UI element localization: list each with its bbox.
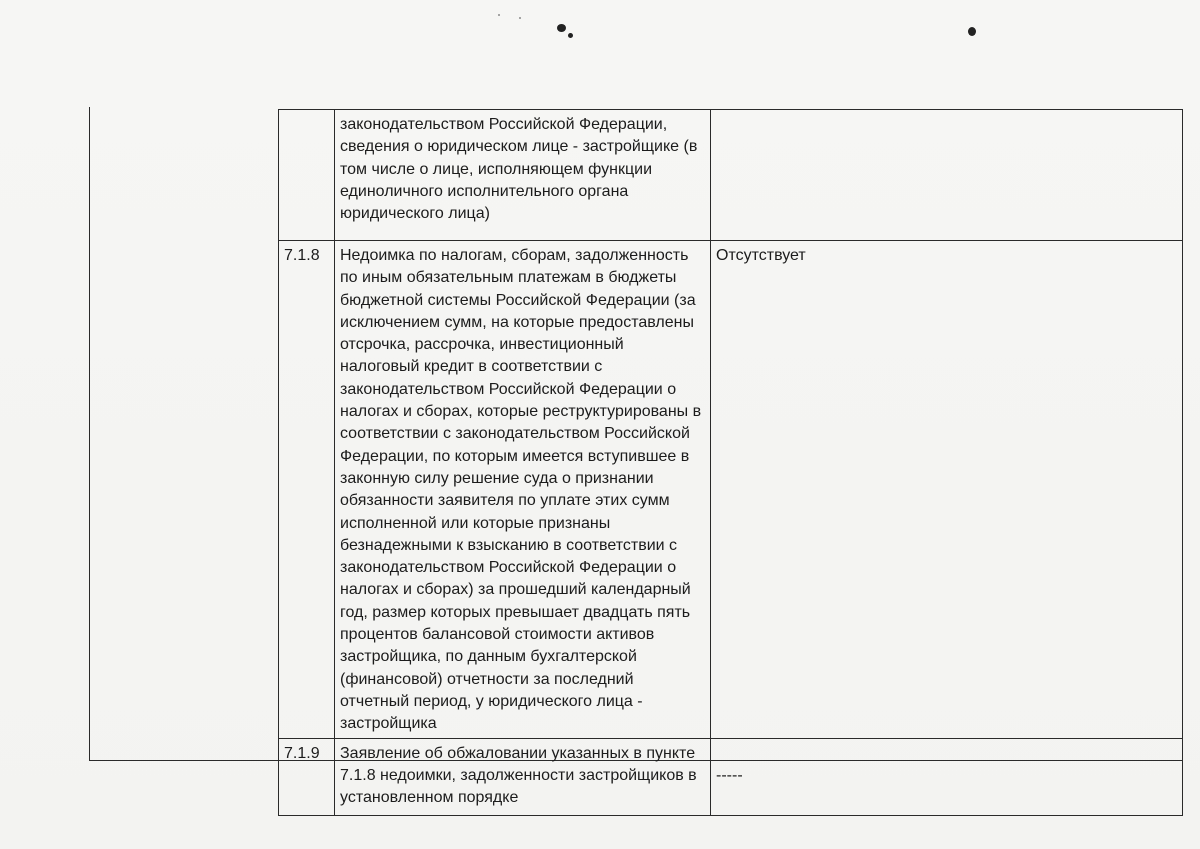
row-value: Отсутствует [711,241,1183,739]
table-row [279,738,1183,815]
row-value-cell [711,738,1183,815]
table-row [279,241,1183,739]
table-row [279,110,1183,241]
row-value: ----- [716,766,743,784]
scan-speck [498,14,500,16]
row-description: Недоимка по налогам, сборам, задолженность по иным обязательным платежам в бюджеты бюджетной системы Российской Федерации (за исключением сумм, на которые предоставлены отсрочка, рассрочка, инвестиционный налоговый кредит в соответствии с законодательством Российской Федерации о налогах и сборах, которые реструктурированы в соответствии с законодательством Российской Федерации, по которым имеется вступившее в законную силу решение суда о признании обязанности заявителя по уплате этих сумм исполненной или которые признаны безнадежными к взысканию в соответствии с законодательством Российской Федерации о налогах и сборах) за прошедший календарный год, размер которых превышает двадцать пять процентов балансовой стоимости активов застройщика, по данным бухгалтерской (финансовой) отчетности за последний отчетный период, у юридического лица - застройщика [335,241,711,739]
row-value [711,110,1183,241]
scan-speck [557,24,566,32]
requirements-table [278,109,1183,816]
scan-speck [519,17,521,19]
row-number [279,110,335,241]
row-description: законодательством Российской Федерации, сведения о юридическом лице - застройщике (в том числе о лице, исполняющем функции единоличного исполнительного органа юридического лица) [335,110,711,241]
row-description: Заявление об обжаловании указанных в пункте 7.1.8 недоимки, задолженности застройщиков в установленном порядке [335,738,711,815]
scan-speck [568,33,573,38]
row-number: 7.1.9 [279,738,335,815]
scan-speck [968,27,976,36]
row-number: 7.1.8 [279,241,335,739]
